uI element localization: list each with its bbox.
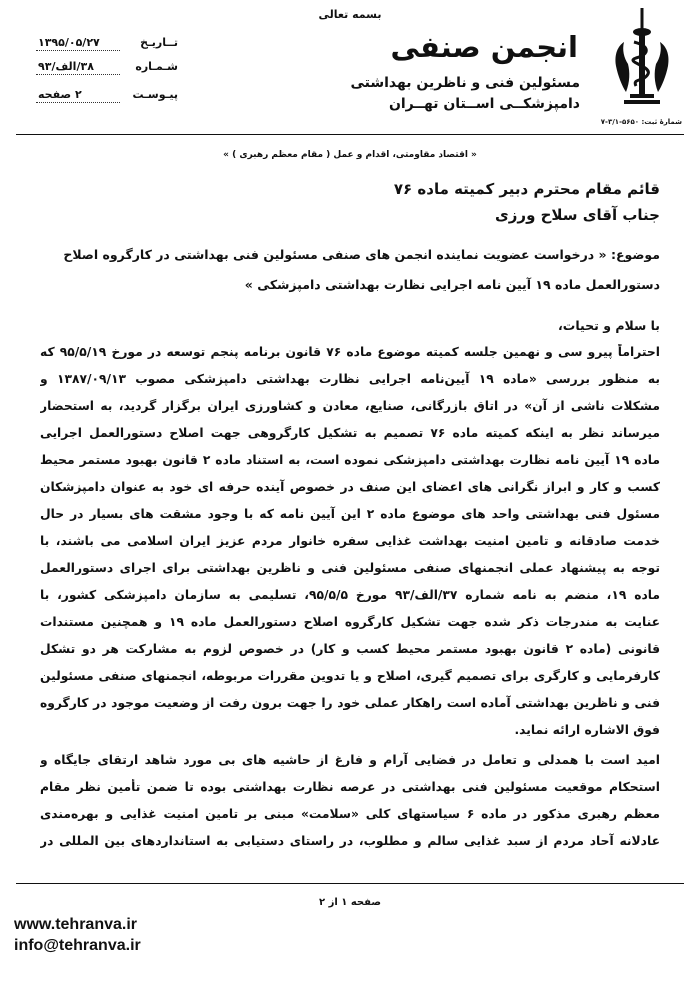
paragraph-line: ماده ۱۹ آیین نامه نظارت بهداشتی دامپزشکی نموده است، به استناد ماده ۲ قانون بهبود مستمر محیط [40, 453, 660, 467]
paragraph-line: کارفرمایی و کارگری برای تصمیم گیری، اصلاح و یا تدوین مقررات مربوطه، انجمنهای صنفی مسئولین [40, 669, 660, 683]
paragraph-line: عنایت به مندرجات ذکر شده جهت تشکیل کارگروه اصلاح دستورالعمل ماده ۱۹ و همچنین مستندات [40, 615, 660, 629]
date-label: تــاریـخ [140, 36, 178, 49]
addressee-title: قائم مقام محترم دبیر کمیته ماده ۷۶ [393, 180, 660, 198]
organization-subtitle-1: مسئولین فنی و ناظرین بهداشتی [350, 75, 580, 91]
paragraph-line: خدمت صادقانه و تامین امنیت بهداشت غذایی سفره خانوار مردم عزیز ایران اسلامی می باشند، با [40, 534, 660, 548]
paragraph-line: به منظور بررسی «ماده ۱۹ آیین‌نامه اجرایی نظارت بهداشتی دامپزشکی مصوب ۱۳۸۷/۰۹/۱۳ و [40, 372, 660, 386]
footer-divider [16, 883, 684, 884]
greeting: با سلام و تحیات، [558, 318, 660, 333]
paragraph-line: کسب و کار و ابراز نگرانی های اعضای این صنف در خصوص آینده حرفه ای خود به عنوان دامپزشکان [40, 480, 660, 494]
letter-number-field [18, 60, 178, 80]
addressee-name: جناب آقای سلاح ورزی [495, 206, 660, 224]
subject-line: دستورالعمل ماده ۱۹ آیین نامه اجرایی نظارت بهداشتی دامپزشکی » [244, 277, 660, 292]
organization-name: انجمن صنفی [390, 30, 578, 64]
basmala: بسمه تعالی [318, 8, 382, 21]
paragraph-line: معظم رهبری مذکور در ماده ۶ سیاستهای کلی «سلامت» مبنی بر تامین امنیت غذایی و بهره‌مندی [40, 807, 660, 821]
date-field [18, 36, 178, 56]
number-label: شـمـاره [135, 60, 178, 73]
date-dotted-line [36, 50, 120, 51]
paragraph-line: مسئول فنی بهداشتی واحد های موضوع ماده ۲ این آیین نامه که با وجود مشقت های بسیار در حال [40, 507, 660, 521]
paragraph-line: قانونی (ماده ۲ قانون بهبود مستمر محیط کسب و کار) در خصوص لزوم به مشارکت هر دو تشکل [40, 642, 660, 656]
paragraph-line: ماده ۱۹، منضم به نامه شماره ۳۷/الف/۹۳ مورخ ۹۵/۵/۵، تسلیمی به سازمان دامپزشکی کشور، با [40, 588, 660, 602]
date-value: ۱۳۹۵/۰۵/۲۷ [38, 36, 100, 49]
attachment-field [18, 88, 178, 108]
header-divider [16, 134, 684, 135]
page-counter: صفحه ۱ از ۲ [319, 897, 381, 908]
website-link[interactable]: www.tehranva.ir [14, 916, 137, 933]
paragraph-line: توجه به پیشنهاد عملی انجمنهای صنفی مسئولین فنی و ناظرین بهداشتی برای اجرای دستورالعمل [40, 561, 660, 575]
email-link[interactable]: info@tehranva.ir [14, 937, 141, 954]
paragraph-line: امید است با همدلی و تعامل در فضایی آرام و فارغ از حاشیه های بی مورد شاهد ارتقای جایگاه و [40, 753, 660, 767]
attachment-value: ۲ صفحه [38, 88, 82, 101]
number-dotted-line [36, 74, 120, 75]
organization-subtitle-2: دامپزشکــی اســتان تهــران [388, 96, 580, 112]
paragraph-line: فوق الاشاره ارائه نماید. [514, 723, 660, 737]
organization-logo-icon [612, 6, 672, 118]
body-paragraph-2 [40, 752, 660, 860]
paragraph-line: استحکام موقعیت مسئولین فنی بهداشتی در عرصه نظارت بهداشتی بوده تا ضمن تأمین نظر مقام [40, 780, 660, 794]
paragraph-line: مشکلات ناشی از آن» در اتاق بازرگانی، صنایع، معادن و کشاورزی ایران برگزار گردید، به استحضار [40, 399, 660, 413]
attachment-dotted-line [36, 102, 120, 103]
paragraph-line: عادلانه آحاد مردم از سبد غذایی سالم و مطلوب، در راستای دستیابی به استانداردهای بین المللی در [40, 834, 660, 848]
registration-number: شمارهٔ ثبت: ۵۶۵۰-۳/۱-۷ [600, 118, 682, 126]
paragraph-line: فنی و ناظرین بهداشتی آماده است راهکار عملی خود را جهت برون رفت از وضعیت موجود در کارگروه [40, 696, 660, 710]
motto: « اقتصاد مقاومتی، اقدام و عمل ( مقام معظم رهبری ) » [223, 150, 477, 160]
number-value: ۳۸/الف/۹۳ [38, 60, 94, 73]
attachment-label: پیـوسـت [132, 88, 178, 101]
paragraph-line: میرساند نظر به اینکه کمیته ماده ۷۶ تصمیم به تشکیل کارگروهی جهت اصلاح دستورالعمل اجرایی [40, 426, 660, 440]
body-paragraph-1 [40, 344, 660, 749]
subject-line: موضوع: « درخواست عضویت نماینده انجمن های صنفی مسئولین فنی بهداشتی در کارگروه اصلاح [63, 247, 660, 262]
paragraph-line: احتراماً پیرو سی و نهمین جلسه کمیته موضوع ماده ۷۶ قانون برنامه پنجم توسعه در مورخ ۹۵/۵/۱۹ که [40, 345, 660, 359]
